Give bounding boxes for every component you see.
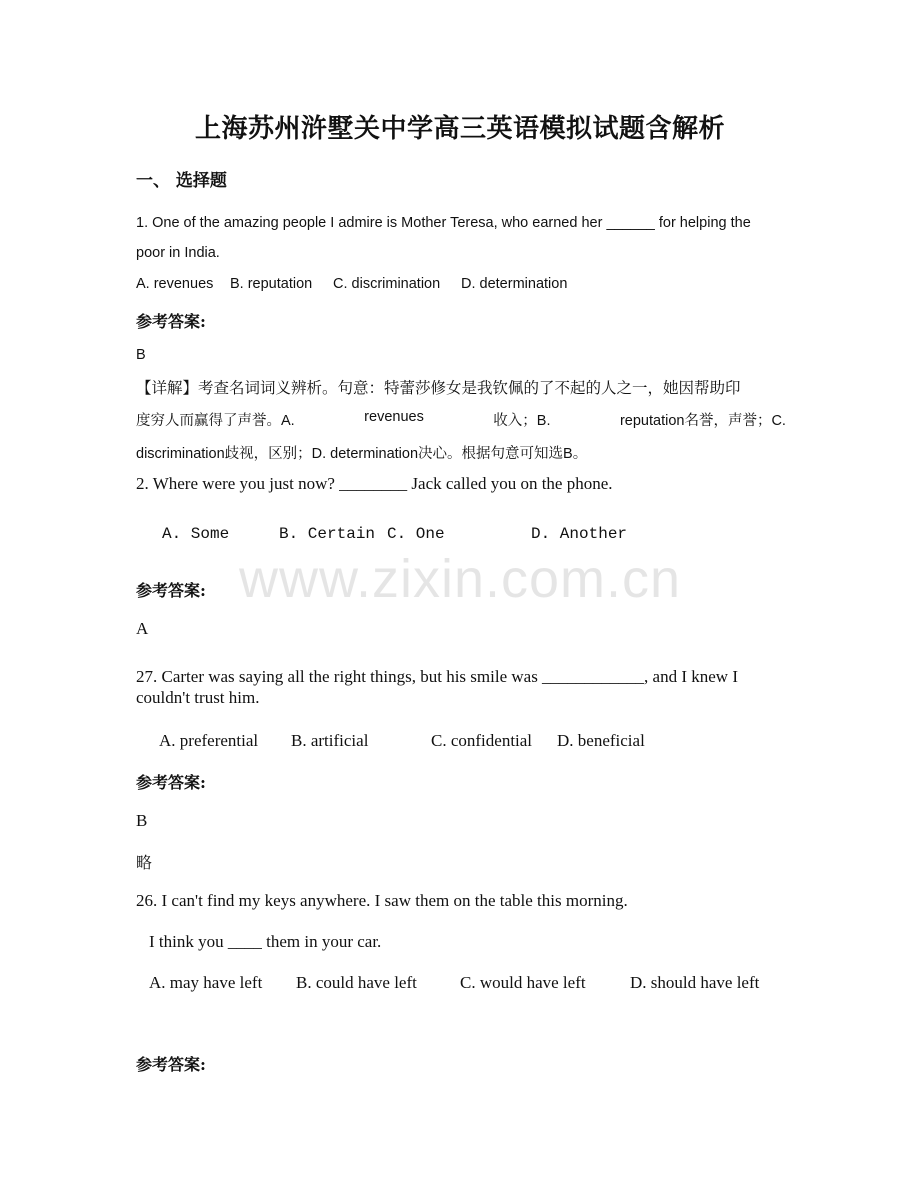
q27-option-c: C. confidential: [431, 731, 533, 750]
q27-option-d: D. beneficial: [557, 731, 645, 750]
q26-option-d: D. should have left: [630, 973, 760, 992]
q26-option-c: C. would have left: [460, 973, 586, 992]
q1-explain-part: 度穷人而赢得了声誉。A.: [136, 413, 295, 429]
q1-stem-line1: 1. One of the amazing people I admire is Mother Teresa, who earned her ______ for helping the: [136, 215, 751, 231]
q1-option-c: C. discrimination: [333, 276, 441, 292]
q1-explain-part: revenues: [364, 409, 424, 425]
q2-option-b: B. Certain: [279, 525, 376, 543]
watermark-text: www.zixin.com.cn: [238, 549, 682, 609]
q27-note: 略: [136, 853, 153, 872]
q26-answer-label: 参考答案:: [136, 1055, 206, 1074]
q27-option-b: B. artificial: [291, 731, 369, 750]
q27-options: [159, 731, 659, 753]
q26-options: [149, 973, 779, 995]
q1-answer: B: [136, 347, 146, 363]
q1-options: [136, 276, 656, 296]
q1-explain-line1: 【详解】考查名词词义辨析。句意：特蕾莎修女是我钦佩的了不起的人之一，她因帮助印: [136, 379, 741, 397]
q27-stem-line1: 27. Carter was saying all the right things, but his smile was ____________, and I knew I: [136, 667, 738, 686]
page-title: 上海苏州浒墅关中学高三英语模拟试题含解析: [194, 114, 725, 144]
q26-option-a: A. may have left: [149, 973, 263, 992]
q27-answer: B: [136, 811, 148, 830]
q2-option-a: A. Some: [162, 525, 230, 543]
q1-option-a: A. revenues: [136, 276, 214, 292]
q1-option-b: B. reputation: [230, 276, 313, 292]
q2-stem: 2. Where were you just now? ________ Jack called you on the phone.: [136, 474, 613, 493]
q27-option-a: A. preferential: [159, 731, 259, 750]
q1-answer-label: 参考答案:: [136, 312, 206, 331]
q1-explain-part: 收入；B.: [493, 413, 551, 429]
q1-explain-line3: discrimination歧视，区别；D. determination决心。根据句意可知选B。: [136, 446, 588, 462]
q1-stem-line2: poor in India.: [136, 245, 220, 261]
q26-stem-line1: 26. I can't find my keys anywhere. I saw them on the table this morning.: [136, 891, 628, 910]
q26-stem-line2: I think you ____ them in your car.: [149, 932, 382, 951]
q2-option-c: C. One: [387, 525, 445, 543]
q1-option-d: D. determination: [461, 276, 568, 292]
q26-option-b: B. could have left: [296, 973, 417, 992]
q27-stem-line2: couldn't trust him.: [136, 688, 260, 707]
q2-options: [162, 525, 642, 545]
section-heading: 一、 选择题: [136, 171, 227, 191]
q27-answer-label: 参考答案:: [136, 773, 206, 792]
q2-option-d: D. Another: [531, 525, 628, 543]
q2-answer: A: [136, 619, 149, 638]
q2-answer-label: 参考答案:: [136, 581, 206, 600]
q1-explain-line2: [136, 409, 786, 430]
q1-explain-part: reputation名誉，声誉；C.: [619, 413, 786, 429]
